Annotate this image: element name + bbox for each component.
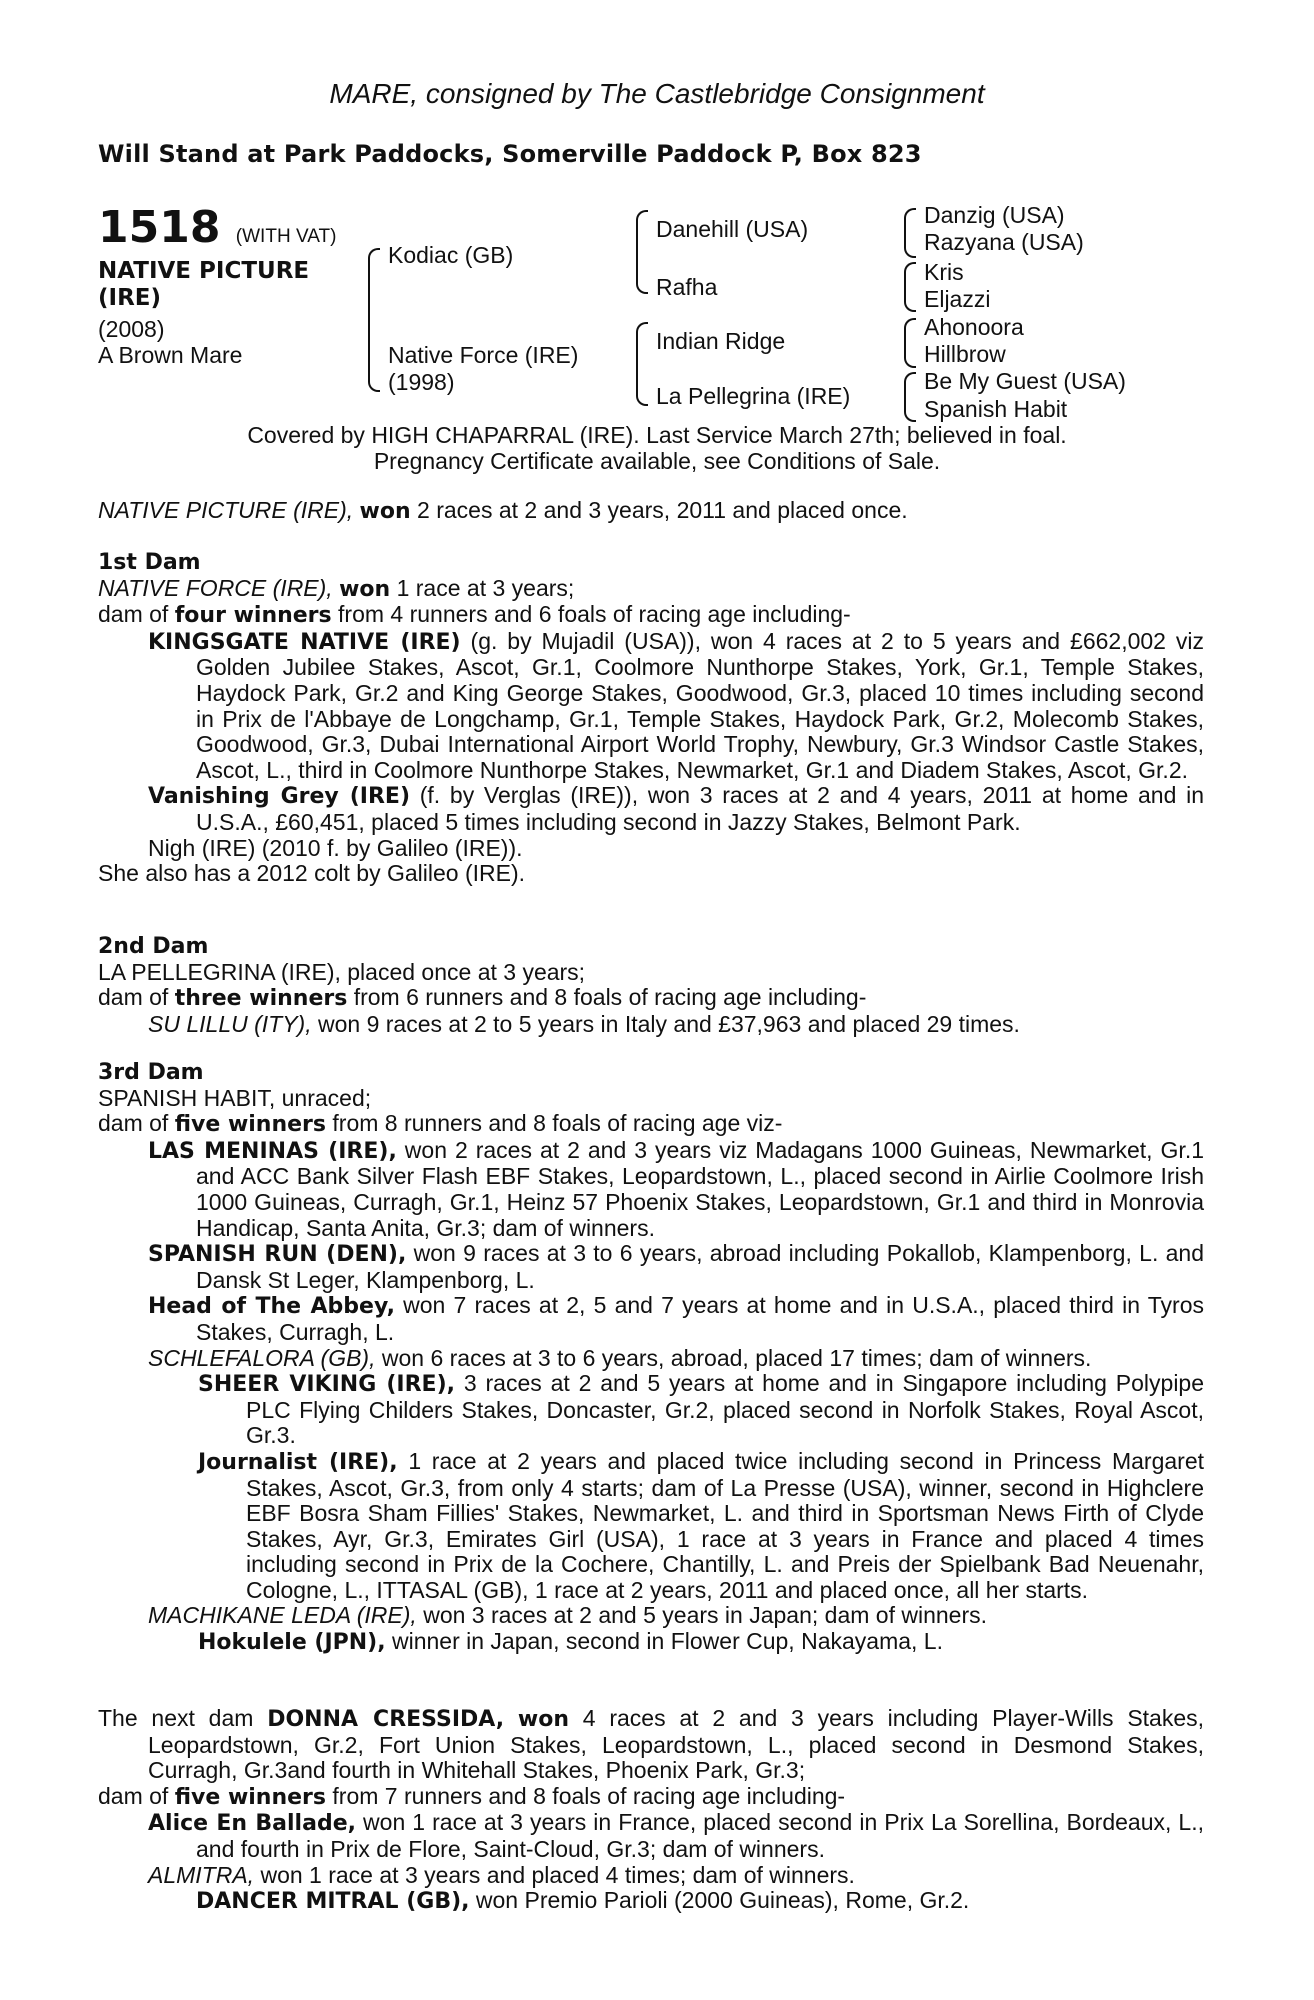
pedigree-sire-sire: Danehill (USA) bbox=[656, 216, 809, 242]
next-dam-of: dam of bbox=[98, 1782, 169, 1809]
next-dam-won: won bbox=[517, 1707, 569, 1732]
horse-name-block bbox=[98, 258, 309, 312]
pedigree-dam-year: (1998) bbox=[388, 369, 455, 395]
journalist-text: 1 race at 2 years and placed twice including second in Princess Margaret Stakes, Ascot, Gr.3, from only 4 starts; dam of La Presse (USA), winner, second in Highclere EBF Bosra Sham Fillies' Stakes, Newmarket, L. and third in Sportsman News Firth of Clyde Stakes, Ayr, Gr.3, Emirates Girl (USA), 1 race at 3 years in France and placed 4 times including second in Prix de la Cochere, Chantilly, L. and Preis der Spielbank Bad Neuenahr, Cologne, L., ITTASAL (GB), 1 race at 2 years, 2011 and placed once, all her starts. bbox=[246, 1447, 1205, 1603]
summary-horse: NATIVE PICTURE (IRE), bbox=[98, 497, 354, 523]
pedigree-gg-4: Eljazzi bbox=[924, 286, 991, 312]
race-summary bbox=[98, 498, 1204, 525]
horse-name-line1: NATIVE PICTURE bbox=[98, 258, 310, 284]
produce-spanish-run bbox=[98, 1241, 1204, 1293]
pedigree-gg-7: Be My Guest (USA) bbox=[924, 368, 1126, 394]
next-dam-name: DONNA CRESSIDA, bbox=[267, 1707, 505, 1732]
first-dam-produce-line bbox=[98, 602, 1204, 629]
third-dam-winners: five winners bbox=[174, 1112, 327, 1138]
second-dam-line: LA PELLEGRINA (IRE), placed once at 3 years; bbox=[98, 958, 586, 985]
second-dam-produce-line bbox=[98, 985, 1204, 1012]
covered-line: Covered by HIGH CHAPARRAL (IRE). Last Service March 27th; believed in foal. bbox=[247, 422, 1067, 448]
vat-label: (WITH VAT) bbox=[235, 226, 337, 247]
pedigree-brace-gg2 bbox=[904, 262, 916, 312]
sheer-text: 3 races at 2 and 5 years at home and in Singapore including Polypipe PLC Flying Childers Stakes, Doncaster, Gr.2, placed second in Norfolk Stakes, Royal Ascot, Gr.3. bbox=[246, 1370, 1205, 1449]
horse-description: A Brown Mare bbox=[98, 342, 243, 368]
produce-dancer-mitral bbox=[98, 1888, 1204, 1915]
hokulele-name: Hokulele (JPN), bbox=[198, 1630, 386, 1656]
first-dam-heading: 1st Dam bbox=[98, 550, 201, 575]
pedigree-sire: Kodiac (GB) bbox=[388, 242, 514, 268]
spanishrun-name: SPANISH RUN (DEN), bbox=[148, 1242, 407, 1268]
kingsgate-name: KINGSGATE NATIVE (IRE) bbox=[148, 629, 461, 655]
third-dam-line: SPANISH HABIT, unraced; bbox=[98, 1084, 372, 1111]
produce-su-lillu bbox=[98, 1012, 1204, 1038]
summary-won: won bbox=[359, 499, 411, 524]
produce-sheer-viking bbox=[98, 1371, 1204, 1449]
hokulele-text: winner in Japan, second in Flower Cup, Nakayama, L. bbox=[391, 1628, 943, 1655]
next-dam-line bbox=[98, 1706, 1204, 1784]
third-dam-of: dam of bbox=[98, 1110, 169, 1137]
pedigree-dam-sire: Indian Ridge bbox=[656, 328, 786, 354]
alice-name: Alice En Ballade, bbox=[148, 1811, 356, 1837]
dancer-text: won Premio Parioli (2000 Guineas), Rome, Gr.2. bbox=[475, 1887, 970, 1914]
horse-name-line2: (IRE) bbox=[98, 285, 162, 311]
sulillu-text: won 9 races at 2 to 5 years in Italy and £37,963 and placed 29 times. bbox=[318, 1010, 1020, 1037]
pedigree-brace-gg1 bbox=[904, 208, 916, 258]
lasmeninas-name: LAS MENINAS (IRE), bbox=[148, 1138, 397, 1164]
pedigree-brace-gg3 bbox=[904, 318, 916, 368]
pedigree-gg-1: Danzig (USA) bbox=[924, 202, 1065, 228]
pedigree-gg-6: Hillbrow bbox=[924, 341, 1006, 367]
headabbey-text: won 7 races at 2, 5 and 7 years at home and in U.S.A., placed third in Tyros Stakes, Curragh, L. bbox=[196, 1292, 1205, 1345]
pedigree-brace-dam bbox=[636, 322, 648, 406]
pedigree-brace-sire bbox=[636, 210, 648, 294]
produce-hokulele bbox=[98, 1629, 1204, 1656]
first-dam-winners: four winners bbox=[174, 603, 332, 629]
first-dam-won: won bbox=[339, 576, 391, 602]
pregnancy-line: Pregnancy Certificate available, see Conditions of Sale. bbox=[373, 448, 941, 474]
first-dam-produce: from 4 runners and 6 foals of racing age including- bbox=[338, 601, 851, 628]
produce-vanishing-grey bbox=[98, 783, 1204, 835]
machikane-text: won 3 races at 2 and 5 years in Japan; dam of winners. bbox=[423, 1602, 988, 1629]
almitra-name: ALMITRA, bbox=[148, 1861, 255, 1888]
vanishing-text: (f. by Verglas (IRE)), won 3 races at 2 and 4 years, 2011 at home and in U.S.A., £60,451, placed 5 times including second in Jazzy Stakes, Belmont Park. bbox=[196, 782, 1204, 835]
sulillu-name: SU LILLU (ITY), bbox=[148, 1010, 312, 1037]
pedigree-gg-8: Spanish Habit bbox=[924, 396, 1068, 422]
alice-text: won 1 race at 3 years in France, placed second in Prix La Sorellina, Bordeaux, L., and fourth in Prix de Flore, Saint-Cloud, Gr.3; dam of winners. bbox=[196, 1809, 1205, 1862]
first-dam-of: dam of bbox=[98, 601, 169, 628]
produce-schlefalora bbox=[98, 1346, 1204, 1372]
third-dam-produce: from 8 runners and 8 foals of racing age viz- bbox=[332, 1110, 783, 1137]
first-dam-race: 1 race at 3 years; bbox=[396, 574, 575, 601]
pedigree-dam-dam: La Pellegrina (IRE) bbox=[656, 383, 851, 409]
second-dam-produce: from 6 runners and 8 foals of racing age including- bbox=[353, 984, 867, 1011]
horse-year: (2008) bbox=[98, 316, 165, 342]
produce-colt: She also has a 2012 colt by Galileo (IRE). bbox=[98, 860, 526, 887]
almitra-text: won 1 race at 3 years and placed 4 times; dam of winners. bbox=[260, 1861, 855, 1888]
next-dam-produce-line bbox=[98, 1784, 1204, 1811]
vanishing-name: Vanishing Grey (IRE) bbox=[148, 784, 411, 810]
third-dam-section bbox=[98, 1060, 1204, 1656]
second-dam-section bbox=[98, 934, 1204, 1037]
pedigree-gg-5: Ahonoora bbox=[924, 314, 1024, 340]
third-dam-produce-line bbox=[98, 1111, 1204, 1138]
journalist-name: Journalist (IRE), bbox=[198, 1449, 398, 1475]
sheer-name: SHEER VIKING (IRE), bbox=[198, 1372, 456, 1398]
spanishrun-text: won 9 races at 3 to 6 years, abroad including Pokallob, Klampenborg, L. and Dansk St Leger, Klampenborg, L. bbox=[196, 1240, 1204, 1293]
third-dam-heading: 3rd Dam bbox=[98, 1060, 204, 1085]
summary-rest: 2 races at 2 and 3 years, 2011 and placed once. bbox=[417, 497, 908, 523]
produce-nigh: Nigh (IRE) (2010 f. by Galileo (IRE)). bbox=[148, 834, 523, 861]
pedigree-brace-main bbox=[368, 248, 380, 392]
first-dam-line bbox=[98, 576, 1204, 603]
schlefalora-name: SCHLEFALORA (GB), bbox=[148, 1344, 376, 1371]
machikane-name: MACHIKANE LEDA (IRE), bbox=[148, 1602, 417, 1629]
next-dam-text: 4 races at 2 and 3 years including Player-Wills Stakes, Leopardstown, Gr.2, Fort Union Stakes, Leopardstown, L., placed second in Desmond Stakes, Curragh, Gr.3and fourth in Whitehall Stakes, Phoenix Park, Gr.3; bbox=[148, 1705, 1205, 1784]
next-dam-produce: from 7 runners and 8 foals of racing age including- bbox=[332, 1782, 846, 1809]
produce-machikane-leda bbox=[98, 1603, 1204, 1629]
headabbey-name: Head of The Abbey, bbox=[148, 1294, 395, 1320]
kingsgate-text: (g. by Mujadil (USA)), won 4 races at 2 to 5 years and £662,002 viz Golden Jubilee Stakes, Ascot, Gr.1, Coolmore Nunthorpe Stakes, York, Gr.1, Temple Stakes, Haydock Park, Gr.2 and King George Stakes, Goodwood, Gr.3, placed 10 times including second in Prix de l'Abbaye de Longchamp, Gr.1, Temple Stakes, Haydock Park, Gr.2, Molecomb Stakes, Goodwood, Gr.3, Dubai International Airport World Trophy, Newbury, Gr.3 Windsor Castle Stakes, Ascot, L., third in Coolmore Nunthorpe Stakes, Newmarket, Gr.1 and Diadem Stakes, Ascot, Gr.2. bbox=[196, 627, 1204, 783]
produce-almitra bbox=[98, 1863, 1204, 1889]
first-dam-section bbox=[98, 550, 1204, 887]
produce-alice-en-ballade bbox=[98, 1810, 1204, 1862]
pedigree-sire-dam: Rafha bbox=[656, 274, 718, 300]
pedigree-dam: Native Force (IRE) bbox=[388, 342, 579, 368]
dancer-name: DANCER MITRAL (GB), bbox=[196, 1889, 470, 1915]
lot-number: 1518 bbox=[98, 202, 221, 253]
produce-las-meninas bbox=[98, 1138, 1204, 1241]
second-dam-of: dam of bbox=[98, 984, 169, 1011]
page-header: MARE, consigned by The Castlebridge Consignment bbox=[329, 78, 985, 109]
pedigree-gg-3: Kris bbox=[924, 259, 964, 285]
next-dam-winners: five winners bbox=[174, 1784, 327, 1810]
pedigree-brace-gg4 bbox=[904, 372, 916, 422]
second-dam-winners: three winners bbox=[174, 986, 348, 1012]
produce-journalist bbox=[98, 1449, 1204, 1604]
pedigree-gg-2: Razyana (USA) bbox=[924, 229, 1084, 255]
next-dam-pre: The next dam bbox=[98, 1705, 254, 1731]
lot-number-block bbox=[98, 202, 337, 253]
first-dam-name: NATIVE FORCE (IRE), bbox=[98, 574, 333, 601]
lasmeninas-text: won 2 races at 2 and 3 years viz Madagans 1000 Guineas, Newmarket, Gr.1 and ACC Bank Silver Flash EBF Stakes, Leopardstown, L., placed second in Airlie Coolmore Irish 1000 Guineas, Curragh, Gr.1, Heinz 57 Phoenix Stakes, Leopardstown, Gr.1 and third in Monrovia Handicap, Santa Anita, Gr.3; dam of winners. bbox=[196, 1136, 1205, 1241]
stand-location: Will Stand at Park Paddocks, Somerville Paddock P, Box 823 bbox=[98, 140, 922, 168]
produce-kingsgate-native bbox=[98, 629, 1204, 784]
schlefalora-text: won 6 races at 3 to 6 years, abroad, placed 17 times; dam of winners. bbox=[381, 1344, 1092, 1371]
second-dam-heading: 2nd Dam bbox=[98, 934, 209, 959]
produce-head-of-the-abbey bbox=[98, 1293, 1204, 1345]
next-dam-section bbox=[98, 1706, 1204, 1915]
